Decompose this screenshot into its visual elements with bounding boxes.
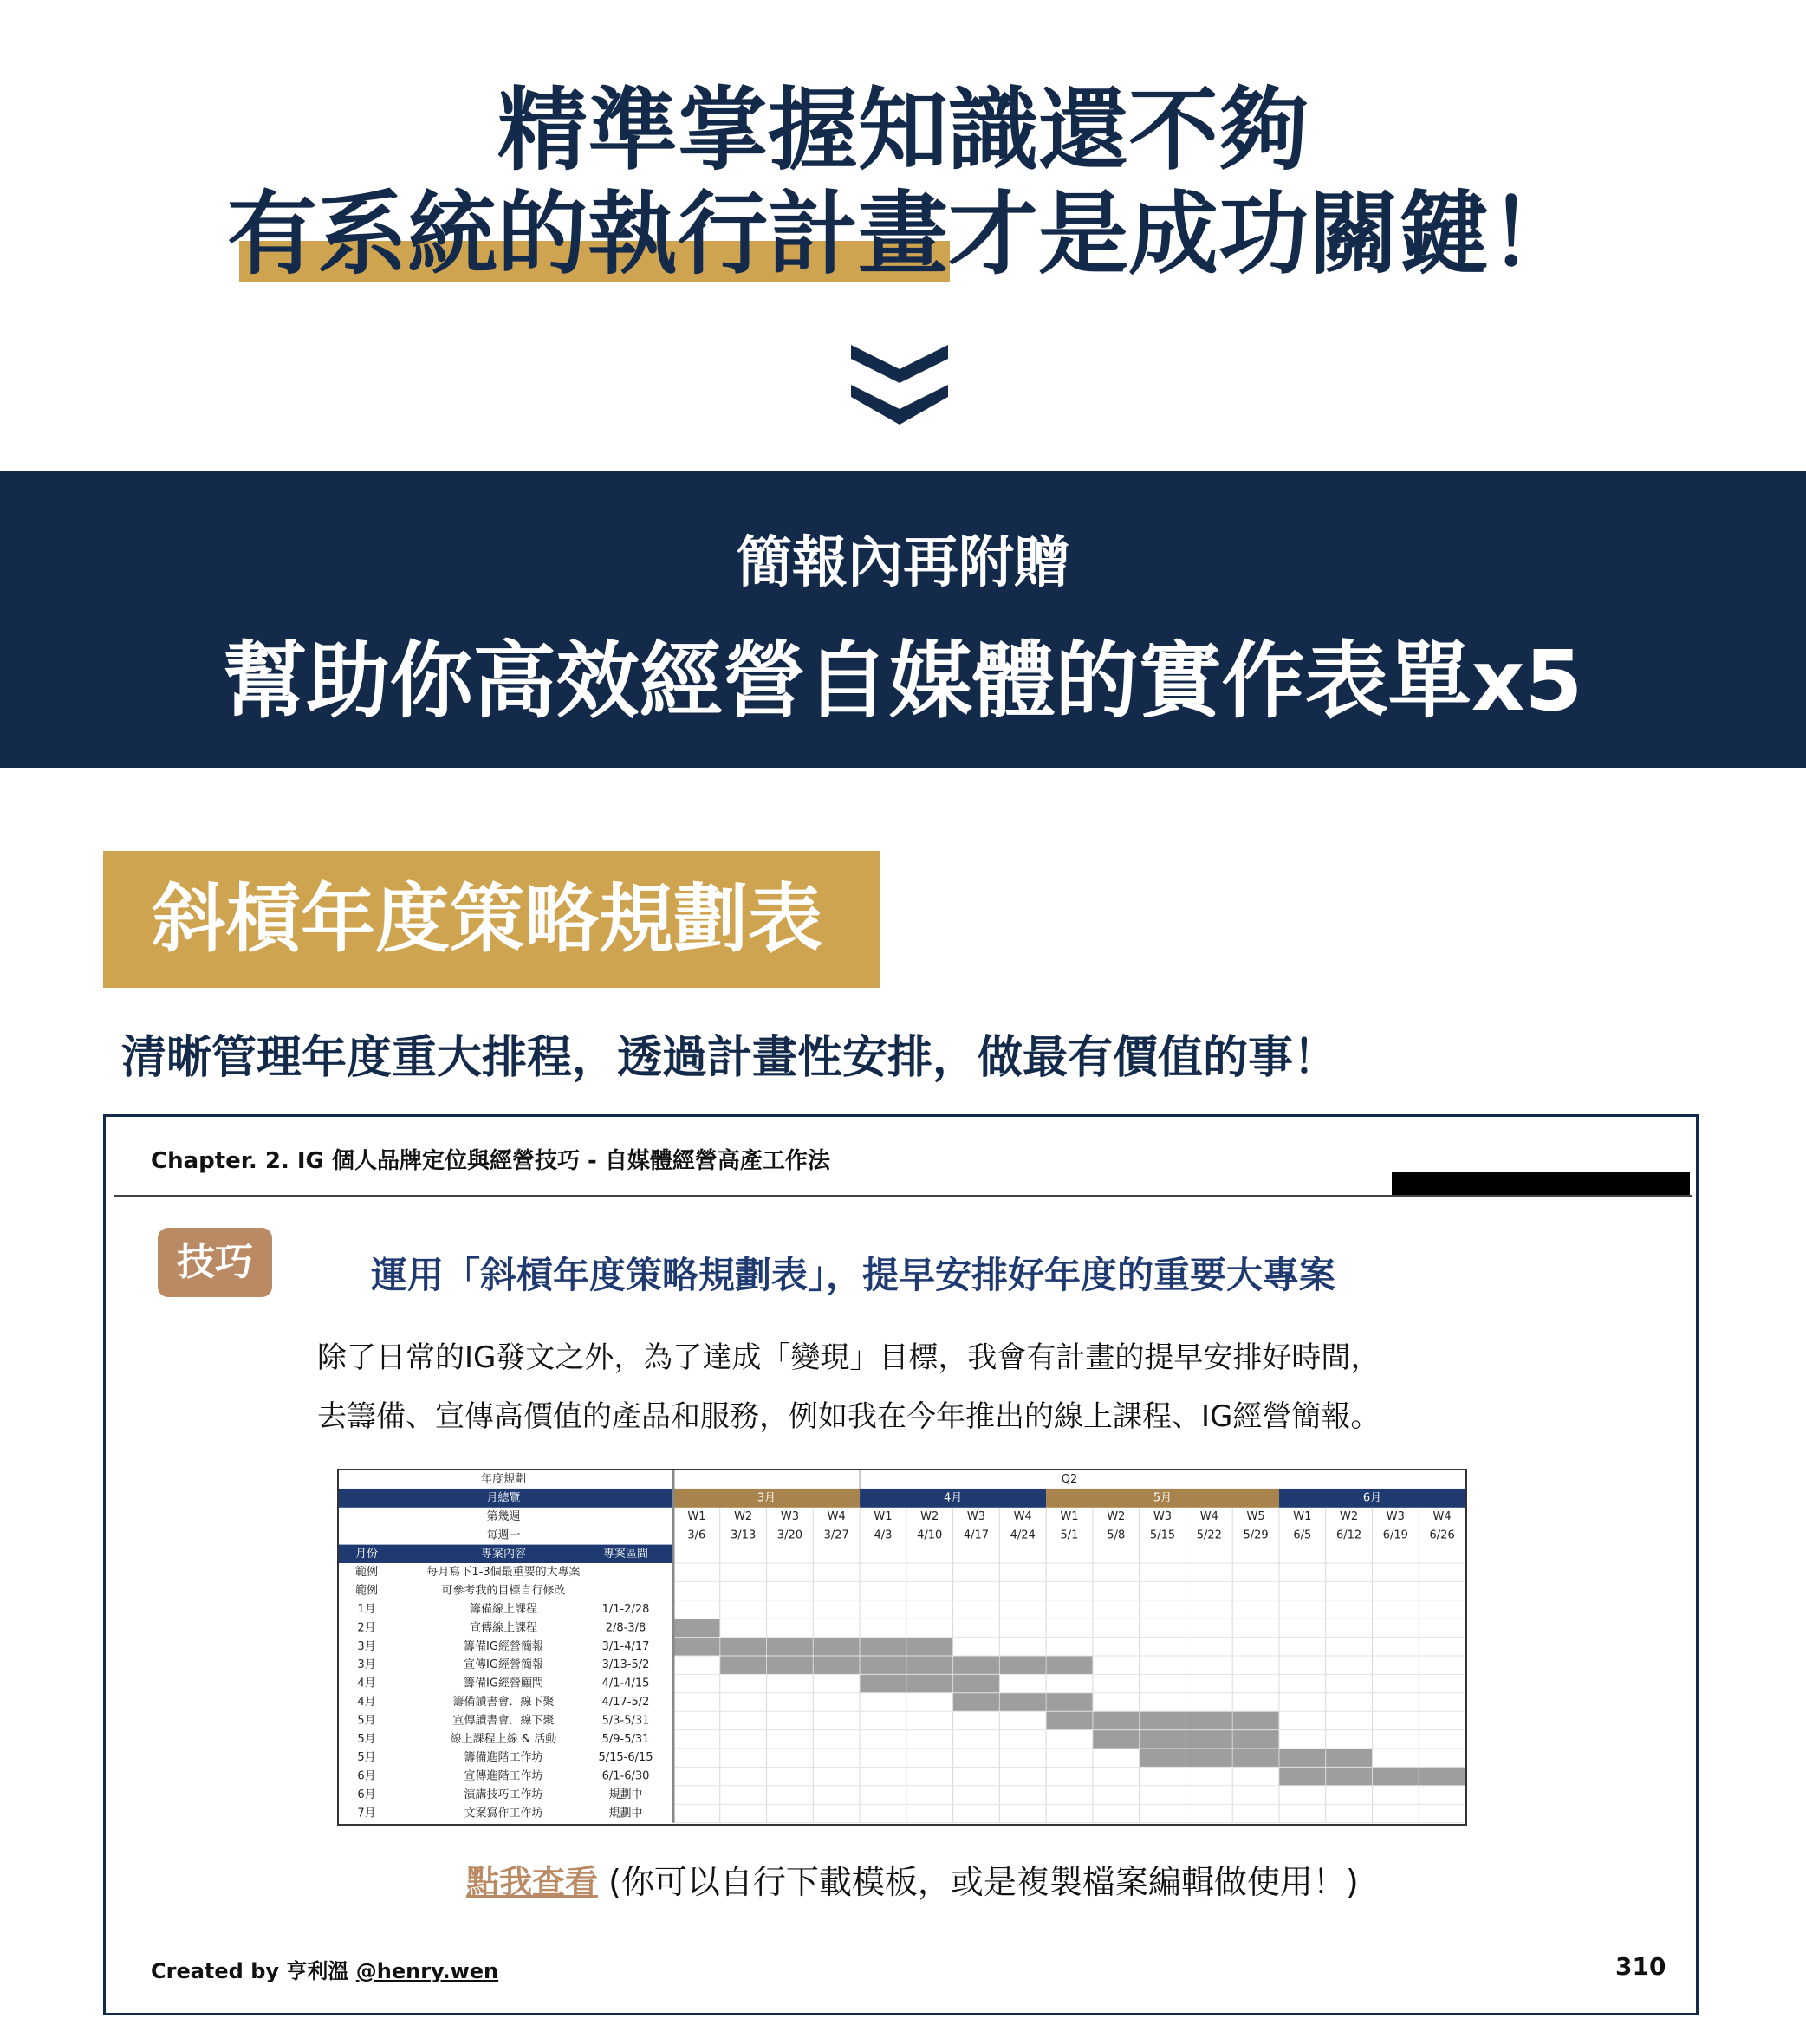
gantt-week-label: W1: [874, 1510, 893, 1523]
gantt-week-label: W3: [966, 1510, 986, 1523]
gantt-week-label: W4: [1432, 1510, 1452, 1523]
headline-line-2: 有系統的執行計畫才是成功關鍵！: [226, 181, 1579, 287]
gantt-week-label: W2: [1340, 1510, 1359, 1523]
gantt-row-month: 7月: [357, 1807, 376, 1820]
gantt-row-project: 宣傳線上課程: [469, 1621, 538, 1635]
credit-prefix: Created by 亨利溫: [151, 1959, 356, 1983]
gantt-row-project: 演講技巧工作坊: [464, 1788, 543, 1801]
tip-title: 運用「斜槓年度策略規劃表」，提早安排好年度的重要大專案: [371, 1254, 1336, 1296]
gantt-row-period: 2/8-3/8: [605, 1621, 646, 1635]
gantt-row-period: 1/1-2/28: [601, 1603, 650, 1616]
page-number: 310: [1615, 1952, 1666, 1981]
gantt-bar: [1046, 1711, 1279, 1729]
gantt-date-label: 5/8: [1107, 1528, 1126, 1542]
gantt-row-project: 每月寫下1-3個最重要的大專案: [426, 1566, 581, 1580]
header-divider: [114, 1195, 1692, 1197]
gantt-row-month: 5月: [357, 1714, 376, 1728]
gantt-date-label: 4/24: [1010, 1528, 1036, 1542]
gantt-row-month: 範例: [354, 1566, 379, 1580]
gantt-date-label: 6/19: [1382, 1528, 1408, 1542]
gantt-row-month: 2月: [357, 1621, 376, 1635]
gantt-week-label: W3: [1153, 1510, 1173, 1523]
cta-text: (你可以自行下載模板，或是複製檔案編輯做使用！): [598, 1863, 1359, 1901]
gantt-table: [337, 1469, 1467, 1826]
cta-line: [466, 1855, 1359, 1903]
gantt-row-project: 籌備IG經營簡報: [464, 1639, 543, 1653]
gantt-row-project: 籌備讀書會．線下聚: [452, 1696, 555, 1709]
gantt-col-project: 專案內容: [480, 1547, 527, 1561]
gantt-week-label: W1: [1293, 1510, 1312, 1523]
gantt-row-period: 規劃中: [608, 1788, 643, 1801]
gantt-month-label: 6月: [1362, 1491, 1382, 1505]
gantt-row-month: 4月: [357, 1677, 376, 1690]
gantt-row-project: 宣傳進階工作坊: [464, 1769, 543, 1783]
gantt-week-label: W3: [780, 1510, 799, 1523]
header-bar: [1392, 1172, 1690, 1196]
gantt-row-project: 文案寫作工作坊: [464, 1807, 543, 1820]
gantt-row-project: 宣傳IG經營簡報: [464, 1658, 543, 1672]
gantt-row-project: 宣傳讀書會．線下聚: [452, 1714, 555, 1728]
gantt-week-label: W4: [1013, 1510, 1032, 1523]
gantt-row-period: 規劃中: [608, 1807, 643, 1820]
gantt-month-label: 4月: [943, 1491, 963, 1505]
gantt-col-month: 月份: [354, 1547, 379, 1561]
chapter-header: Chapter. 2. IG 個人品牌定位與經營技巧 - 自媒體經營高產工作法: [151, 1148, 830, 1174]
gantt-bar: [1140, 1749, 1373, 1767]
gantt-row-period: 3/13-5/2: [601, 1658, 650, 1672]
gantt-date-label: 4/17: [963, 1528, 990, 1542]
banner-subtitle: 簡報內再附贈: [737, 531, 1069, 595]
banner-title: 幫助你高效經營自媒體的實作表單x5: [223, 633, 1583, 730]
slide-preview: [103, 1114, 1699, 2015]
gantt-week-label: W4: [1199, 1510, 1218, 1523]
gantt-row-period: 5/3-5/31: [601, 1714, 650, 1728]
gantt-row-month: 5月: [357, 1732, 376, 1746]
gantt-week-label: W1: [687, 1510, 706, 1523]
headline: [0, 78, 1806, 286]
gantt-bar: [953, 1693, 1093, 1711]
gantt-col-period: 專案區間: [602, 1547, 649, 1561]
gantt-date-label: 6/5: [1293, 1528, 1312, 1542]
gantt-row-month: 3月: [357, 1639, 376, 1653]
gantt-date-label: 5/22: [1196, 1528, 1222, 1542]
gantt-week-label: W2: [1107, 1510, 1126, 1523]
gantt-date-label: 6/12: [1335, 1528, 1362, 1542]
gantt-row-period: 5/15-6/15: [598, 1751, 653, 1765]
gantt-row-period: 6/1-6/30: [601, 1769, 650, 1783]
gantt-row-month: 4月: [357, 1696, 376, 1709]
gantt-date-label: 4/10: [917, 1528, 943, 1542]
gantt-month-label: 5月: [1153, 1491, 1173, 1505]
gantt-quarter: Q2: [1061, 1473, 1078, 1487]
gantt-month-label: 3月: [757, 1491, 776, 1505]
gantt-row-month: 5月: [357, 1751, 376, 1765]
gantt-date-label: 3/6: [687, 1528, 706, 1542]
gantt-bar: [673, 1619, 720, 1637]
tip-badge: 技巧: [158, 1228, 272, 1297]
gantt-row-project: 籌備IG經營顧問: [464, 1677, 543, 1690]
gantt-row-project: 可參考我的目標自行修改: [441, 1584, 566, 1598]
gantt-date-label: 5/1: [1060, 1528, 1079, 1542]
gantt-week-label: W1: [1060, 1510, 1079, 1523]
gantt-row-month: 3月: [357, 1658, 376, 1672]
gantt-overview-label: 月總覽: [486, 1491, 521, 1505]
gantt-date-label: 6/26: [1429, 1528, 1455, 1542]
section-description: 清晰管理年度重大排程，透過計畫性安排，做最有價值的事！: [121, 1032, 1339, 1084]
gantt-date-label: 5/29: [1243, 1528, 1269, 1542]
gantt-bar: [860, 1674, 999, 1692]
gantt-row-period: 4/17-5/2: [601, 1696, 650, 1709]
gantt-week-label: W3: [1386, 1510, 1405, 1523]
section-tag: 斜槓年度策略規劃表: [103, 851, 880, 988]
gantt-weekno-label: 第幾週: [486, 1510, 521, 1523]
gantt-date-label: 3/20: [776, 1528, 803, 1542]
promo-banner: [0, 471, 1806, 768]
gantt-row-month: 6月: [357, 1769, 376, 1783]
credit: [151, 1954, 498, 1984]
gantt-week-label: W2: [920, 1510, 939, 1523]
slide-paragraph-2: 去籌備、宣傳高價值的產品和服務，例如我在今年推出的線上課程、IG經營簡報。: [317, 1399, 1380, 1434]
gantt-chart: [339, 1470, 1465, 1824]
view-link[interactable]: 點我查看: [466, 1863, 599, 1901]
gantt-week-label: W5: [1246, 1510, 1265, 1523]
double-chevron-down-icon: [851, 345, 948, 425]
gantt-row-month: 範例: [354, 1584, 379, 1598]
gantt-row-project: 籌備線上課程: [469, 1603, 538, 1616]
gantt-title: 年度規劃: [480, 1473, 527, 1487]
gantt-row-period: 5/9-5/31: [601, 1732, 650, 1746]
gantt-row-period: 4/1-4/15: [601, 1677, 650, 1690]
gantt-week-label: W2: [734, 1510, 753, 1523]
gantt-date-label: 5/15: [1149, 1528, 1176, 1542]
slide-paragraph-1: 除了日常的IG發文之外，為了達成「變現」目標，我會有計畫的提早安排好時間，: [317, 1340, 1380, 1375]
headline-line-1: 精準掌握知識還不夠: [497, 77, 1309, 183]
gantt-row-month: 6月: [357, 1788, 376, 1801]
gantt-date-label: 3/27: [823, 1528, 849, 1542]
gantt-row-project: 線上課程上線 & 活動: [450, 1732, 557, 1746]
gantt-monday-label: 每週一: [486, 1528, 521, 1542]
gantt-week-label: W4: [827, 1510, 846, 1523]
author-handle-link[interactable]: @henry.wen: [355, 1959, 499, 1983]
gantt-row-month: 1月: [357, 1603, 376, 1616]
gantt-date-label: 3/13: [731, 1528, 757, 1542]
gantt-row-project: 籌備進階工作坊: [464, 1751, 543, 1765]
gantt-date-label: 4/3: [874, 1528, 893, 1542]
gantt-row-period: 3/1-4/17: [601, 1639, 650, 1653]
